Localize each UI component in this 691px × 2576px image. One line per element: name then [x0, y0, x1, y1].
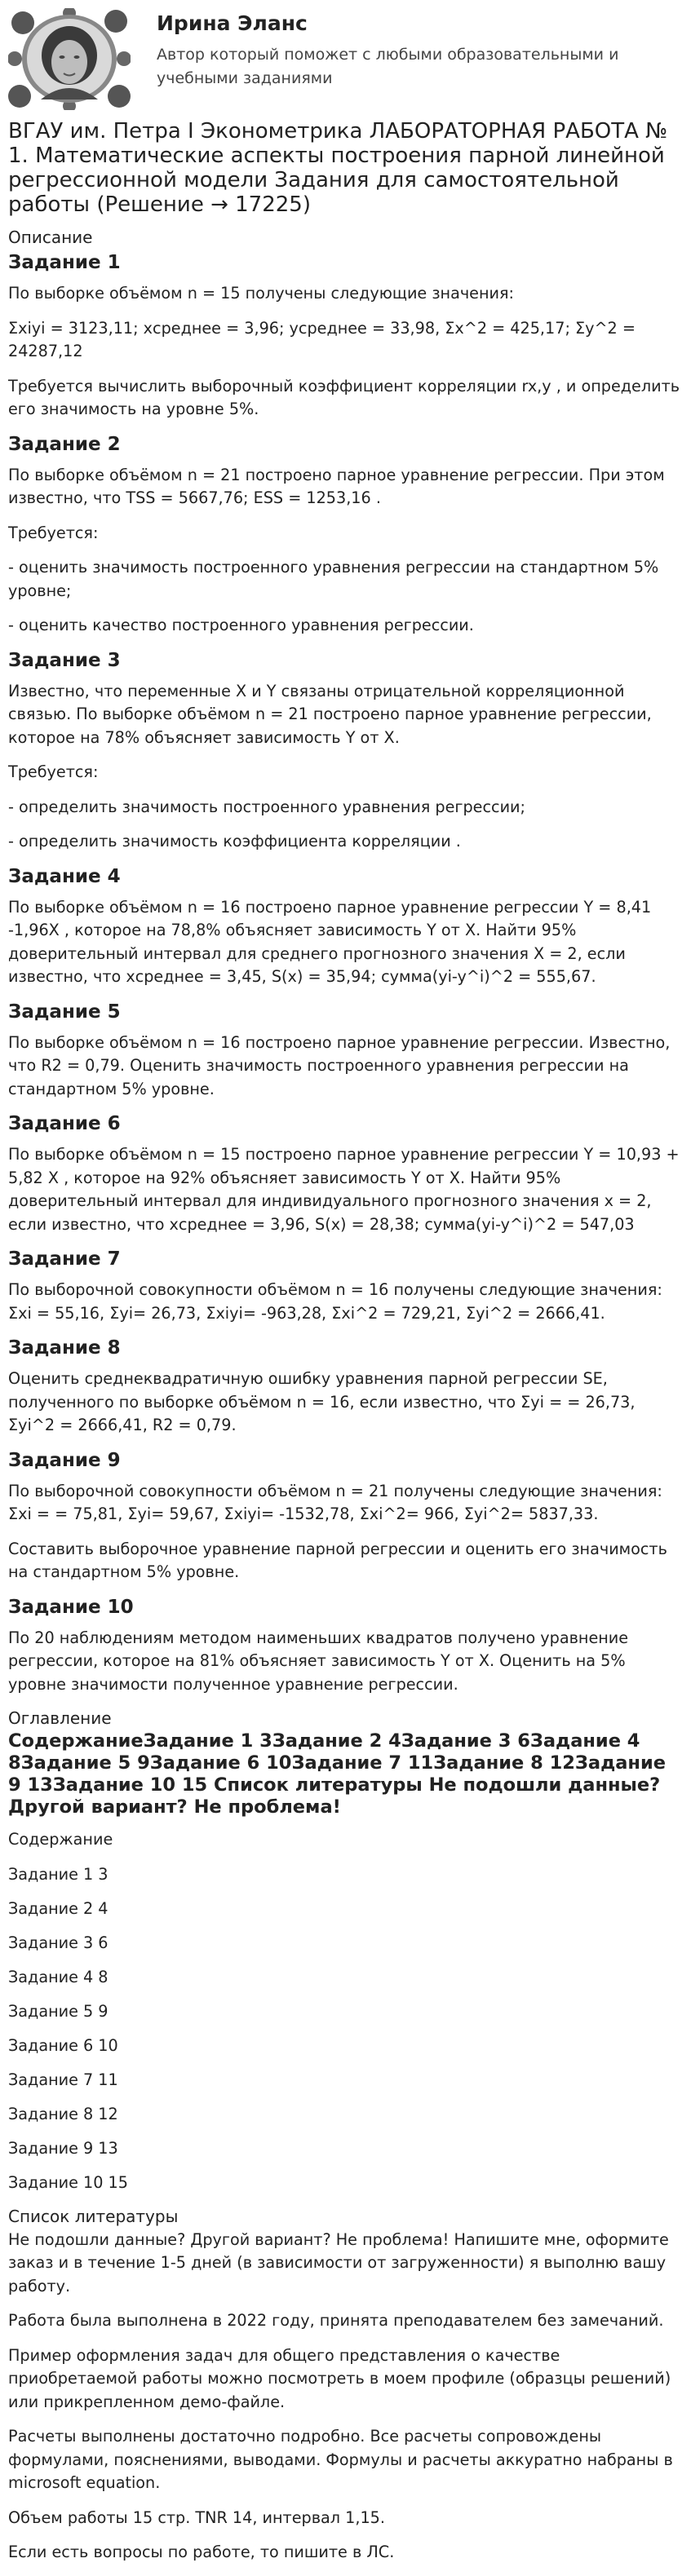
- task-paragraph: - определить значимость построенного уравнения регрессии;: [8, 797, 525, 816]
- contents-item: Задание 10 15: [8, 2172, 128, 2192]
- task-paragraph: Составить выборочное уравнение парной регрессии и оценить его значимость на стандартном 5% уровне.: [8, 1539, 667, 1581]
- task-paragraph: Известно, что переменные X и Y связаны отрицательной корреляционной связью. По выборке объёмом n = 21 построено парное уравнение регрессии, которое на 78% объясняет зависимость Y от X.: [8, 681, 652, 747]
- tasks-section: [8, 251, 681, 1696]
- contents-item: Задание 5 9: [8, 2001, 109, 2021]
- author-name[interactable]: Ирина Эланс: [157, 11, 308, 35]
- author-info: [131, 8, 646, 91]
- task-paragraph: Σxiyi = 3123,11; xсреднее = 3,96; yсреднее = 33,98, Σx^2 = 425,17; Σy^2 = 24287,12: [8, 318, 636, 360]
- task-paragraph: Требуется:: [8, 523, 99, 542]
- closing-section: [8, 2229, 681, 2565]
- author-description: Автор который поможет с любыми образовательными и учебными заданиями: [157, 46, 619, 87]
- task-heading: Задание 8: [8, 1337, 121, 1359]
- contents-item: Задание 8 12: [8, 2104, 118, 2123]
- task-paragraph: По выборке объёмом n = 21 построено парное уравнение регрессии. При этом известно, что TSS = 5667,76; ESS = 1253,16 .: [8, 465, 665, 507]
- author-card: [8, 0, 681, 114]
- task-paragraph: Требуется:: [8, 762, 99, 781]
- task-paragraph: По выборке объёмом n = 15 построено парное уравнение регрессии Y = 10,93 + 5,82 X , которое на 92% объясняет зависимость Y от X. Найти 95% доверительный интервал для индивидуального прогнозного значения x = 2, если известно, что xсреднее = 3,96, S(x) = 28,38; сумма(yi-y^i)^2 = 547,03: [8, 1145, 680, 1234]
- closing-paragraph: Если есть вопросы по работе, то пишите в ЛС.: [8, 2543, 395, 2561]
- contents-item: Задание 9 13: [8, 2138, 118, 2158]
- task-heading: Задание 2: [8, 433, 121, 455]
- toc-label: Оглавление: [8, 1708, 112, 1728]
- task-heading: Задание 5: [8, 1001, 121, 1023]
- description-label: Описание: [8, 228, 93, 247]
- contents-item: Задание 2 4: [8, 1898, 109, 1918]
- task-heading: Задание 6: [8, 1113, 121, 1134]
- toc-combined: СодержаниеЗадание 1 3Задание 2 4Задание 3 6Задание 4 8Задание 5 9Задание 6 10Задание 7 11Задание 8 12Задание 9 13Задание 10 15 Список литературы Не подошли данные? Другой вариант? Не проблема!: [8, 1730, 667, 1818]
- task-paragraph: - оценить качество построенного уравнения регрессии.: [8, 616, 474, 634]
- task-paragraph: - оценить значимость построенного уравнения регрессии на стандартном 5% уровне;: [8, 558, 659, 600]
- task-heading: Задание 7: [8, 1248, 121, 1270]
- closing-paragraph: Пример оформления задач для общего представления о качестве приобретаемой работы можно посмотреть в моем профиле (образцы решений) или прикрепленном демо-файле.: [8, 2345, 671, 2411]
- closing-paragraph: Работа была выполнена в 2022 году, принята преподавателем без замечаний.: [8, 2311, 664, 2330]
- task-paragraph: Требуется вычислить выборочный коэффициент корреляции rx,y , и определить его значимость на уровне 5%.: [8, 376, 680, 418]
- contents-item: Задание 1 3: [8, 1864, 109, 1884]
- task-heading: Задание 3: [8, 649, 121, 671]
- task-paragraph: По выборке объёмом n = 16 построено парное уравнение регрессии. Известно, что R2 = 0,79. Оценить значимость построенного уравнения регрессии на стандартном 5% уровне.: [8, 1032, 671, 1098]
- task-paragraph: По выборочной совокупности объёмом n = 21 получены следующие значения: Σxi = = 75,81, Σyi= 59,67, Σxiyi= -1532,78, Σxi^2= 966, Σyi^2= 5837,33.: [8, 1481, 662, 1523]
- closing-paragraph: Не подошли данные? Другой вариант? Не проблема! Напишите мне, оформите заказ и в течение 1-5 дней (в зависимости от загруженности) я выполню вашу работу.: [8, 2229, 669, 2295]
- contents-item: Задание 3 6: [8, 1933, 109, 1952]
- task-paragraph: Оценить среднеквадратичную ошибку уравнения парной регрессии SE, полученного по выборке объёмом n = 16, если известно, что Σyi = = 26,73, Σyi^2 = 2666,41, R2 = 0,79.: [8, 1369, 636, 1434]
- task-paragraph: По выборочной совокупности объёмом n = 16 получены следующие значения: Σxi = 55,16, Σyi= 26,73, Σxiyi= -963,28, Σxi^2 = 729,21, Σyi^2 = 2666,41.: [8, 1280, 662, 1323]
- contents-item: Задание 4 8: [8, 1967, 109, 1986]
- references-label: Список литературы: [8, 2206, 179, 2226]
- closing-paragraph: Расчеты выполнены достаточно подробно. Все расчеты сопровождены формулами, пояснениями, выводами. Формулы и расчеты аккуратно набраны в microsoft equation.: [8, 2427, 673, 2492]
- task-heading: Задание 10: [8, 1596, 134, 1618]
- contents-list: [8, 1863, 681, 2194]
- task-paragraph: - определить значимость коэффициента корреляции .: [8, 832, 461, 851]
- contents-label: Содержание: [8, 1830, 113, 1849]
- document-title: ВГАУ им. Петра I Эконометрика ЛАБОРАТОРНАЯ РАБОТА № 1. Математические аспекты построения парной линейной регрессионной модели Задания для самостоятельной работы (Решение → 17225): [8, 119, 668, 217]
- contents-item: Задание 7 11: [8, 2070, 118, 2089]
- task-heading: Задание 9: [8, 1449, 121, 1471]
- author-avatar[interactable]: [8, 8, 131, 110]
- contents-item: Задание 6 10: [8, 2035, 118, 2055]
- task-paragraph: По выборке объёмом n = 15 получены следующие значения:: [8, 284, 514, 303]
- avatar-image: [8, 8, 131, 110]
- task-heading: Задание 4: [8, 865, 121, 887]
- task-heading: Задание 1: [8, 252, 121, 273]
- task-paragraph: По 20 наблюдениям методом наименьших квадратов получено уравнение регрессии, которое на 81% объясняет зависимость Y от X. Оценить на 5% уровне значимости полученное уравнение регрессии.: [8, 1628, 629, 1694]
- task-paragraph: По выборке объёмом n = 16 построено парное уравнение регрессии Y = 8,41 -1,96X , которое на 78,8% объясняет зависимость Y от X. Найти 95% доверительный интервал для среднего прогнозного значения X = 2, если известно, что xсреднее = 3,45, S(x) = 35,94; сумма(yi-y^i)^2 = 555,67.: [8, 897, 652, 986]
- closing-paragraph: Объем работы 15 стр. TNR 14, интервал 1,15.: [8, 2508, 385, 2527]
